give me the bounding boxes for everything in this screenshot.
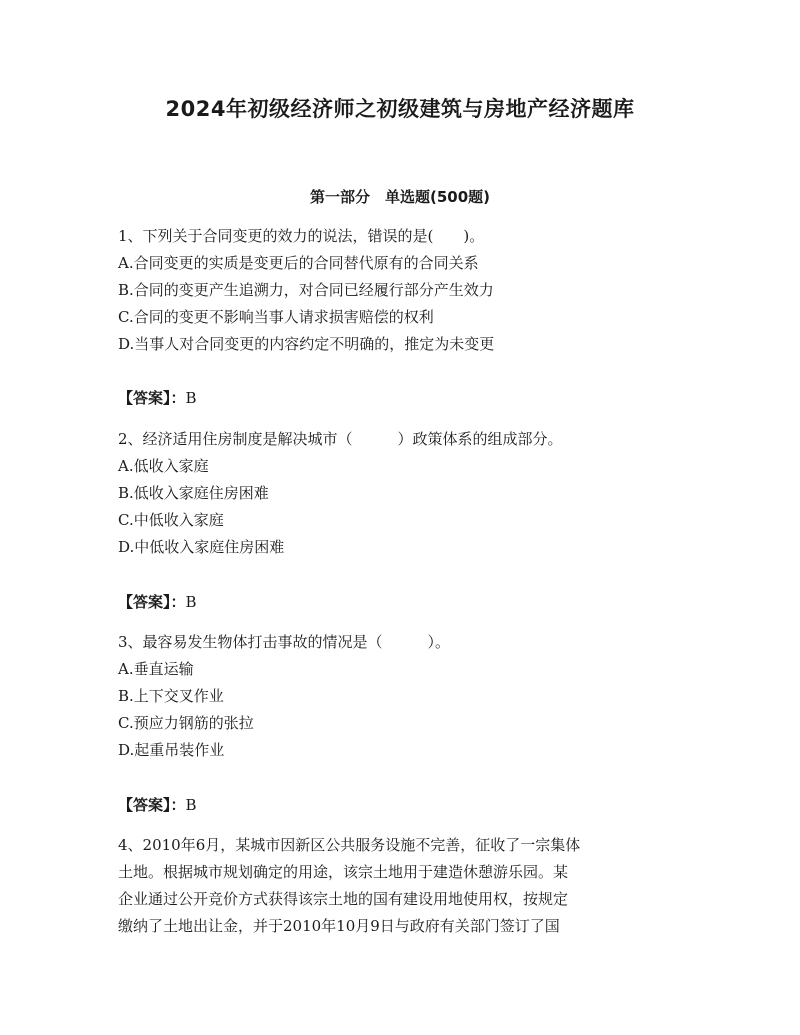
document-title: 2024年初级经济师之初级建筑与房地产经济题库 bbox=[165, 97, 635, 121]
question-3-stem: 3、最容易发生物体打击事故的情况是（ ）。 bbox=[118, 633, 451, 651]
question-1-stem: 1、下列关于合同变更的效力的说法，错误的是( )。 bbox=[118, 227, 485, 245]
question-2-option-a: A.低收入家庭 bbox=[118, 457, 209, 475]
question-4-line-4: 缴纳了土地出让金，并于2010年10月9日与政府有关部门签订了国 bbox=[118, 917, 560, 935]
answer-value: B bbox=[185, 593, 197, 611]
question-2-option-c: C.中低收入家庭 bbox=[118, 511, 224, 529]
answer-value: B bbox=[185, 389, 197, 407]
answer-label: 【答案】： bbox=[118, 796, 186, 814]
question-2-option-d: D.中低收入家庭住房困难 bbox=[118, 538, 285, 556]
question-2-answer bbox=[118, 592, 197, 612]
question-1-answer bbox=[118, 388, 197, 408]
section-title: 第一部分 单选题(500题) bbox=[309, 188, 491, 206]
question-3-option-c: C.预应力钢筋的张拉 bbox=[118, 714, 254, 732]
question-1-option-d: D.当事人对合同变更的内容约定不明确的，推定为未变更 bbox=[118, 335, 495, 353]
question-4-line-2: 土地。根据城市规划确定的用途，该宗土地用于建造休憩游乐园。某 bbox=[118, 863, 569, 881]
question-2-option-b: B.低收入家庭住房困难 bbox=[118, 484, 269, 502]
question-1-option-a: A.合同变更的实质是变更后的合同替代原有的合同关系 bbox=[118, 254, 479, 272]
question-3-option-d: D.起重吊装作业 bbox=[118, 741, 225, 759]
question-1-option-c: C.合同的变更不影响当事人请求损害赔偿的权利 bbox=[118, 308, 434, 326]
answer-label: 【答案】： bbox=[118, 593, 186, 611]
question-4-line-3: 企业通过公开竞价方式获得该宗土地的国有建设用地使用权，按规定 bbox=[118, 890, 569, 908]
question-3-option-b: B.上下交叉作业 bbox=[118, 687, 224, 705]
question-4-line-1: 4、2010年6月，某城市因新区公共服务设施不完善，征收了一宗集体 bbox=[118, 836, 581, 854]
question-2-stem: 2、经济适用住房制度是解决城市（ ）政策体系的组成部分。 bbox=[118, 430, 563, 448]
answer-label: 【答案】： bbox=[118, 389, 186, 407]
answer-value: B bbox=[185, 796, 197, 814]
question-1-option-b: B.合同的变更产生追溯力，对合同已经履行部分产生效力 bbox=[118, 281, 494, 299]
question-3-option-a: A.垂直运输 bbox=[118, 660, 194, 678]
question-3-answer bbox=[118, 795, 197, 815]
